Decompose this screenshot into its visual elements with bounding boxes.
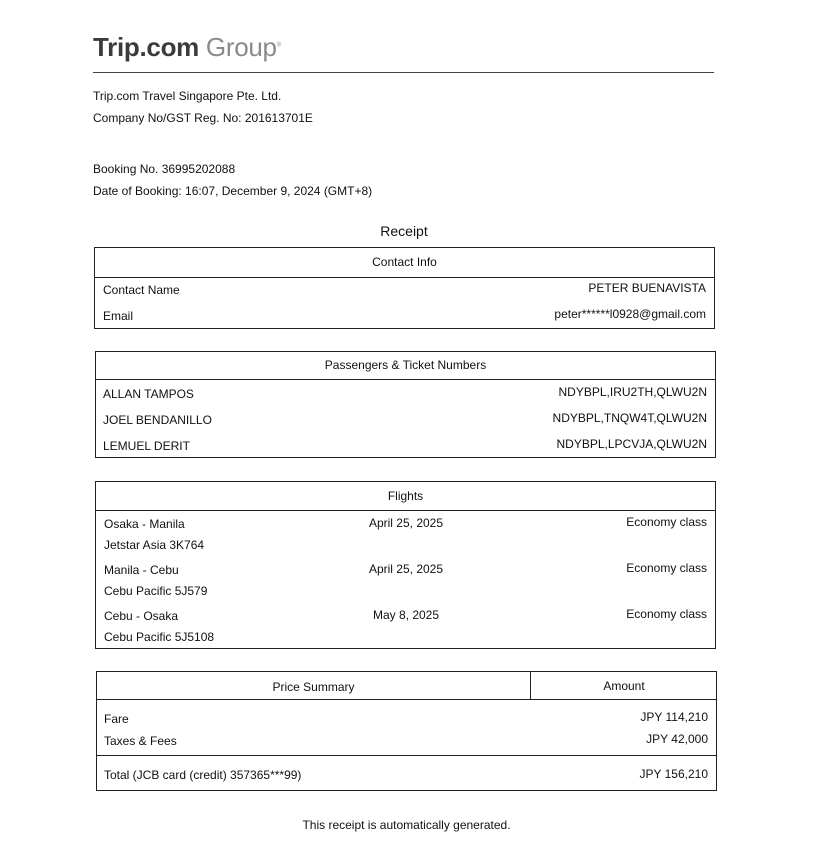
- flight-class: Economy class: [626, 607, 707, 621]
- contact-name-label: Contact Name: [103, 283, 180, 297]
- flight-date: April 25, 2025: [368, 516, 444, 530]
- amount-heading: Amount: [603, 679, 645, 693]
- flight-class: Economy class: [626, 515, 707, 529]
- email-label: Email: [103, 309, 134, 323]
- flight-date: May 8, 2025: [372, 608, 440, 622]
- logo-trip: Trip: [93, 32, 140, 62]
- footer-note: This receipt is automatically generated.: [302, 818, 511, 832]
- header-divider: [93, 72, 714, 73]
- price-total-divider: [97, 755, 716, 756]
- company-name: Trip.com Travel Singapore Pte. Ltd.: [93, 89, 282, 103]
- company-registration: Company No/GST Reg. No: 201613701E: [93, 111, 313, 125]
- passengers-table: [95, 351, 716, 458]
- booking-number: Booking No. 36995202088: [93, 162, 236, 176]
- total-value: JPY 156,210: [639, 767, 708, 781]
- logo-dot: .: [139, 32, 147, 62]
- flight-carrier: Jetstar Asia 3K764: [104, 538, 205, 552]
- logo-com: com: [146, 32, 199, 62]
- flight-carrier: Cebu Pacific 5J579: [104, 584, 208, 598]
- logo-group: Group: [205, 32, 277, 62]
- taxes-value: JPY 42,000: [646, 732, 708, 746]
- fare-value: JPY 114,210: [640, 710, 708, 724]
- flights-heading: Flights: [96, 482, 715, 511]
- contact-info-heading: Contact Info: [95, 248, 714, 278]
- flight-carrier: Cebu Pacific 5J5108: [104, 630, 215, 644]
- passenger-name: ALLAN TAMPOS: [103, 387, 194, 401]
- flight-route: Cebu - Osaka: [104, 609, 179, 623]
- flight-class: Economy class: [626, 561, 707, 575]
- passenger-tickets: NDYBPL,IRU2TH,QLWU2N: [558, 385, 707, 399]
- total-label: Total (JCB card (credit) 357365***99): [104, 768, 302, 782]
- flights-table: [95, 481, 716, 649]
- email-value: peter******l0928@gmail.com: [554, 307, 706, 321]
- flight-date: April 25, 2025: [368, 562, 444, 576]
- passenger-tickets: NDYBPL,TNQW4T,QLWU2N: [552, 411, 707, 425]
- price-summary-table: [96, 671, 717, 791]
- price-summary-heading: Price Summary: [272, 680, 355, 694]
- logo-mark: ®: [276, 42, 281, 49]
- flight-route: Manila - Cebu: [104, 563, 179, 577]
- price-header-divider: [97, 699, 716, 700]
- passenger-name: LEMUEL DERIT: [103, 439, 190, 453]
- receipt-title: Receipt: [380, 223, 428, 239]
- taxes-label: Taxes & Fees: [104, 734, 177, 748]
- passengers-heading: Passengers & Ticket Numbers: [96, 352, 715, 380]
- contact-info-table: [94, 247, 715, 329]
- contact-name-value: PETER BUENAVISTA: [588, 281, 706, 295]
- passenger-name: JOEL BENDANILLO: [103, 413, 212, 427]
- flight-route: Osaka - Manila: [104, 517, 185, 531]
- passenger-tickets: NDYBPL,LPCVJA,QLWU2N: [556, 437, 707, 451]
- company-logo: [93, 32, 281, 63]
- booking-date: Date of Booking: 16:07, December 9, 2024 (GMT+8): [93, 184, 373, 198]
- fare-label: Fare: [104, 712, 129, 726]
